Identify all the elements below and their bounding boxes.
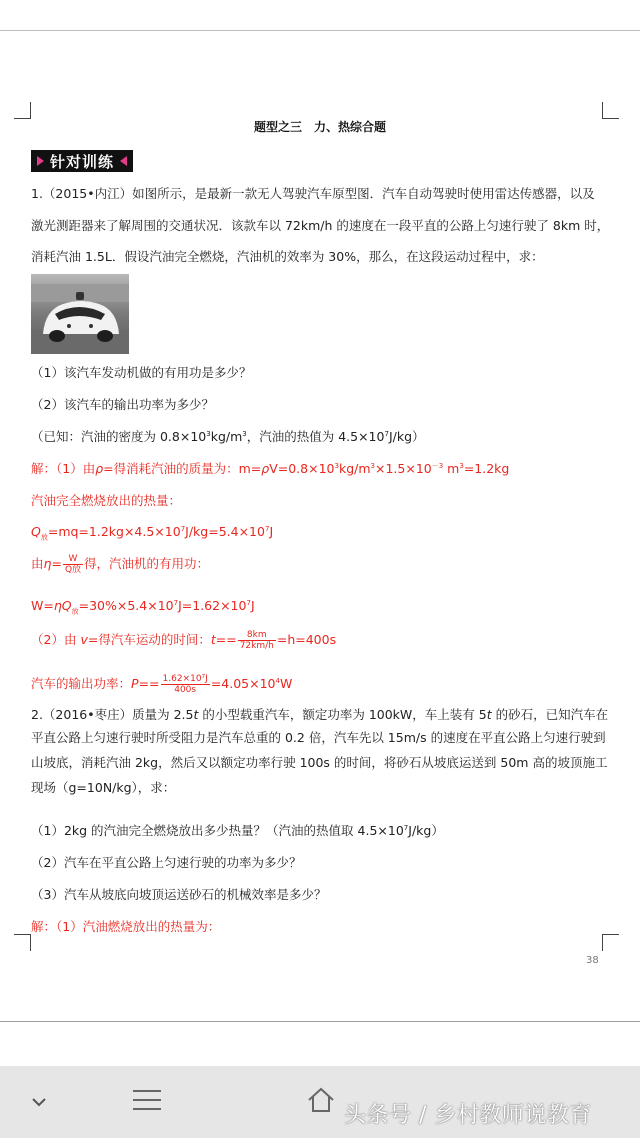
bottom-divider [0, 1021, 640, 1022]
time-fraction: $\frac{8km}{72km/h}$ [239, 630, 274, 651]
crop-mark-top-right [602, 102, 619, 119]
driverless-car-image [31, 274, 129, 354]
q1-line-1: 1.（2015•内江）如图所示，是最新一款无人驾驶汽车原型图．汽车自动驾驶时使用雷达传感器，以及 [31, 186, 595, 201]
section-tag-label: 针对训练 [50, 152, 115, 171]
q1-given: （已知：汽油的密度为 $0.8\times 10^3kg/m^3$，汽油的热值为 $4.5\times 10^7J/kg$） [31, 429, 425, 444]
a1-line-6: （2）由 v=得汽车运动的时间：t== $\frac{8km}{72km/h}$ =h=400s [31, 630, 337, 651]
q1-sub-2: （2）该汽车的输出功率为多少？ [31, 397, 214, 412]
q2-sub-1: （1）2kg 的汽油完全燃烧放出多少热量？（汽油的热值取 $4.5\times 10^7J/kg$） [31, 823, 444, 838]
q2-line-1: 2.（2016•枣庄）质量为 2.5t 的小型载重汽车，额定功率为 100kW，车上装有 5t 的砂石，已知汽车在 [31, 707, 609, 722]
menu-icon[interactable] [133, 1090, 161, 1110]
a1-line-2: 汽油完全燃烧放出的热量： [31, 493, 182, 508]
q2-line-3: 山坡底，消耗汽油 2kg，然后又以额定功率行驶 100s 的时间，将砂石从坡底运送到 50m 高的坡顶施工 [31, 755, 608, 770]
triangle-left-icon [120, 156, 127, 166]
q2-line-2: 平直公路上匀速行驶时所受阻力是汽车总重的 0.2 倍，汽车先以 15m/s 的速度在平直公路上匀速行驶到 [31, 730, 606, 745]
efficiency-fraction: $\frac{W}{\text{Q放}}$ [64, 554, 82, 575]
a1-line-1: 解：（1）由ρ=得消耗汽油的质量为：$m=\rho V=0.8\times 10^3kg/m^3\times 1.5\times 10^{-3}$ $m^3=1.2kg$ [31, 461, 510, 476]
crop-mark-bottom-right [602, 934, 619, 951]
q1-line-2: 激光测距器来了解周围的交通状况．该款车以 72km/h 的速度在一段平直的公路上匀速行驶了 8km 时， [31, 218, 610, 233]
a1-line-4: 由η= $\frac{W}{\text{Q放}}$ 得，汽油机的有用功： [31, 554, 210, 575]
q2-sub-3: （3）汽车从坡底向坡顶运送砂石的机械效率是多少？ [31, 887, 327, 902]
triangle-right-icon [37, 156, 44, 166]
a2-line-1: 解：（1）汽油燃烧放出的热量为： [31, 919, 221, 934]
page-title: 题型之三 力、热综合题 [253, 120, 386, 134]
power-fraction: $\frac{\text{1.62×10⁷J}}{400s}$ [162, 674, 208, 695]
crop-mark-top-left [14, 102, 31, 119]
a1-line-3: $Q_放=mq=1.2kg\times 4.5\times 10^7J/kg=5.4\times 10^7J$ [31, 524, 274, 542]
crop-mark-bottom-left [14, 934, 31, 951]
section-tag [31, 150, 133, 172]
bottom-nav-bar [0, 1066, 640, 1138]
a1-line-5: $W=\eta Q_放=30\%\times 5.4\times 10^7J=1.62\times 10^7J$ [31, 598, 255, 616]
page-number: 38 [586, 955, 599, 966]
home-icon[interactable] [306, 1087, 336, 1113]
q1-line-3: 消耗汽油 1.5L．假设汽油完全燃烧，汽油机的效率为 30%，那么，在这段运动过程中，求： [31, 249, 544, 264]
chevron-down-icon[interactable] [30, 1094, 48, 1108]
watermark-text: 头条号 / 乡村教师说教育 [344, 1103, 592, 1128]
q2-line-4: 现场（g=10N/kg），求： [31, 780, 176, 795]
a1-line-7: 汽车的输出功率：P== $\frac{\text{1.62×10⁷J}}{400s}$ $=4.05\times 10^4W$ [31, 674, 293, 695]
q1-sub-1: （1）该汽车发动机做的有用功是多少？ [31, 365, 252, 380]
q2-sub-2: （2）汽车在平直公路上匀速行驶的功率为多少？ [31, 855, 302, 870]
